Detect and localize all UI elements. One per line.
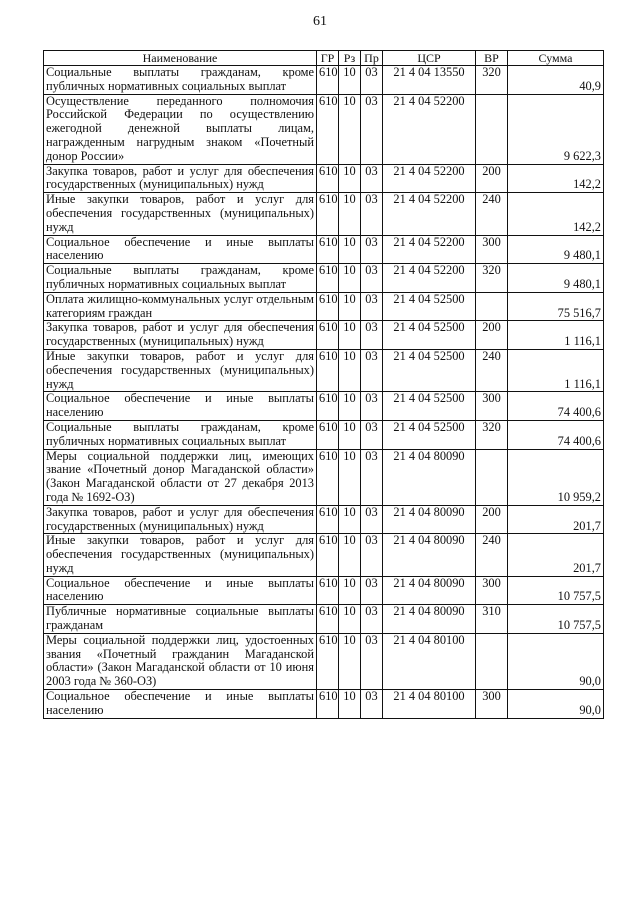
- cell-gr: 610: [317, 420, 339, 449]
- cell-csr: 21 4 04 52500: [383, 420, 476, 449]
- cell-pr: 03: [361, 534, 383, 576]
- cell-pr: 03: [361, 576, 383, 605]
- cell-csr: 21 4 04 13550: [383, 66, 476, 95]
- cell-sum: 74 400,6: [508, 420, 604, 449]
- cell-sum: 10 757,5: [508, 605, 604, 634]
- cell-pr: 03: [361, 193, 383, 235]
- cell-gr: 610: [317, 94, 339, 164]
- cell-sum: 201,7: [508, 534, 604, 576]
- cell-rz: 10: [339, 633, 361, 689]
- cell-sum: 75 516,7: [508, 292, 604, 321]
- cell-csr: 21 4 04 52500: [383, 321, 476, 350]
- cell-rz: 10: [339, 505, 361, 534]
- header-csr: ЦСР: [383, 51, 476, 66]
- cell-vr: 310: [476, 605, 508, 634]
- cell-gr: 610: [317, 534, 339, 576]
- table-row: [44, 534, 604, 576]
- cell-csr: 21 4 04 52200: [383, 193, 476, 235]
- cell-name: Закупка товаров, работ и услуг для обеспечения государственных (муниципальных) нужд: [44, 321, 317, 350]
- cell-rz: 10: [339, 292, 361, 321]
- cell-sum: 1 116,1: [508, 349, 604, 391]
- cell-csr: 21 4 04 80090: [383, 449, 476, 505]
- cell-csr: 21 4 04 80090: [383, 605, 476, 634]
- cell-pr: 03: [361, 66, 383, 95]
- cell-sum: 9 480,1: [508, 235, 604, 264]
- cell-gr: 610: [317, 292, 339, 321]
- cell-pr: 03: [361, 505, 383, 534]
- cell-sum: 1 116,1: [508, 321, 604, 350]
- cell-sum: 142,2: [508, 193, 604, 235]
- cell-name: Публичные нормативные социальные выплаты гражданам: [44, 605, 317, 634]
- header-sum: Сумма: [508, 51, 604, 66]
- header-name: Наименование: [44, 51, 317, 66]
- header-rz: Рз: [339, 51, 361, 66]
- cell-gr: 610: [317, 576, 339, 605]
- cell-gr: 610: [317, 349, 339, 391]
- header-vr: ВР: [476, 51, 508, 66]
- cell-gr: 610: [317, 633, 339, 689]
- page-number: 61: [313, 14, 327, 29]
- cell-name: Социальное обеспечение и иные выплаты населению: [44, 392, 317, 421]
- cell-pr: 03: [361, 264, 383, 293]
- cell-vr: 300: [476, 392, 508, 421]
- table-row: [44, 94, 604, 164]
- cell-rz: 10: [339, 576, 361, 605]
- cell-vr: [476, 633, 508, 689]
- cell-sum: 10 959,2: [508, 449, 604, 505]
- cell-vr: 240: [476, 534, 508, 576]
- table-row: [44, 164, 604, 193]
- table-row: [44, 349, 604, 391]
- cell-name: Закупка товаров, работ и услуг для обеспечения государственных (муниципальных) нужд: [44, 505, 317, 534]
- cell-csr: 21 4 04 52500: [383, 349, 476, 391]
- cell-rz: 10: [339, 420, 361, 449]
- cell-sum: 142,2: [508, 164, 604, 193]
- table-row: [44, 392, 604, 421]
- cell-rz: 10: [339, 94, 361, 164]
- cell-csr: 21 4 04 52200: [383, 264, 476, 293]
- cell-name: Социальное обеспечение и иные выплаты населению: [44, 690, 317, 719]
- cell-vr: [476, 94, 508, 164]
- cell-gr: 610: [317, 605, 339, 634]
- cell-gr: 610: [317, 392, 339, 421]
- cell-sum: 74 400,6: [508, 392, 604, 421]
- cell-pr: 03: [361, 349, 383, 391]
- cell-name: Социальные выплаты гражданам, кроме публичных нормативных социальных выплат: [44, 66, 317, 95]
- cell-name: Иные закупки товаров, работ и услуг для обеспечения государственных (муниципальных) нужд: [44, 534, 317, 576]
- cell-name: Закупка товаров, работ и услуг для обеспечения государственных (муниципальных) нужд: [44, 164, 317, 193]
- table-row: [44, 605, 604, 634]
- cell-rz: 10: [339, 66, 361, 95]
- cell-pr: 03: [361, 235, 383, 264]
- cell-pr: 03: [361, 633, 383, 689]
- cell-gr: 610: [317, 193, 339, 235]
- cell-vr: 240: [476, 193, 508, 235]
- cell-vr: 200: [476, 164, 508, 193]
- cell-pr: 03: [361, 292, 383, 321]
- cell-pr: 03: [361, 94, 383, 164]
- cell-sum: 40,9: [508, 66, 604, 95]
- budget-table: [43, 50, 604, 719]
- cell-name: Социальные выплаты гражданам, кроме публичных нормативных социальных выплат: [44, 264, 317, 293]
- cell-name: Меры социальной поддержки лиц, имеющих звание «Почетный донор Магаданской области» (Закон Магаданской области от 27 декабря 2013 года № 1692-ОЗ): [44, 449, 317, 505]
- cell-name: Иные закупки товаров, работ и услуг для обеспечения государственных (муниципальных) нужд: [44, 193, 317, 235]
- cell-gr: 610: [317, 235, 339, 264]
- table-row: [44, 576, 604, 605]
- table-body: [44, 66, 604, 719]
- table-row: [44, 321, 604, 350]
- cell-csr: 21 4 04 52200: [383, 94, 476, 164]
- cell-pr: 03: [361, 420, 383, 449]
- cell-pr: 03: [361, 449, 383, 505]
- cell-vr: 300: [476, 576, 508, 605]
- cell-pr: 03: [361, 605, 383, 634]
- cell-rz: 10: [339, 193, 361, 235]
- cell-rz: 10: [339, 690, 361, 719]
- cell-vr: [476, 292, 508, 321]
- cell-vr: 300: [476, 690, 508, 719]
- cell-sum: 9 622,3: [508, 94, 604, 164]
- cell-pr: 03: [361, 164, 383, 193]
- table-row: [44, 690, 604, 719]
- cell-rz: 10: [339, 164, 361, 193]
- cell-pr: 03: [361, 321, 383, 350]
- table-row: [44, 193, 604, 235]
- cell-sum: 90,0: [508, 690, 604, 719]
- cell-rz: 10: [339, 264, 361, 293]
- cell-gr: 610: [317, 66, 339, 95]
- table-row: [44, 633, 604, 689]
- cell-rz: 10: [339, 235, 361, 264]
- cell-name: Социальное обеспечение и иные выплаты населению: [44, 235, 317, 264]
- header-pr: Пр: [361, 51, 383, 66]
- cell-pr: 03: [361, 392, 383, 421]
- table-row: [44, 449, 604, 505]
- cell-rz: 10: [339, 392, 361, 421]
- cell-csr: 21 4 04 80100: [383, 690, 476, 719]
- header-gr: ГР: [317, 51, 339, 66]
- cell-vr: 320: [476, 66, 508, 95]
- cell-sum: 9 480,1: [508, 264, 604, 293]
- cell-csr: 21 4 04 52200: [383, 235, 476, 264]
- table-row: [44, 66, 604, 95]
- cell-name: Социальное обеспечение и иные выплаты населению: [44, 576, 317, 605]
- cell-sum: 90,0: [508, 633, 604, 689]
- cell-vr: 240: [476, 349, 508, 391]
- table-row: [44, 264, 604, 293]
- cell-gr: 610: [317, 164, 339, 193]
- cell-csr: 21 4 04 52500: [383, 392, 476, 421]
- cell-csr: 21 4 04 80090: [383, 534, 476, 576]
- cell-gr: 610: [317, 449, 339, 505]
- cell-gr: 610: [317, 264, 339, 293]
- cell-sum: 10 757,5: [508, 576, 604, 605]
- cell-name: Иные закупки товаров, работ и услуг для обеспечения государственных (муниципальных) нужд: [44, 349, 317, 391]
- cell-vr: 300: [476, 235, 508, 264]
- cell-rz: 10: [339, 321, 361, 350]
- cell-csr: 21 4 04 80100: [383, 633, 476, 689]
- cell-gr: 610: [317, 690, 339, 719]
- cell-name: Меры социальной поддержки лиц, удостоенных звания «Почетный гражданин Магаданской области» (Закон Магаданской области от 10 июня 2003 года № 360-ОЗ): [44, 633, 317, 689]
- table-row: [44, 420, 604, 449]
- cell-name: Социальные выплаты гражданам, кроме публичных нормативных социальных выплат: [44, 420, 317, 449]
- cell-vr: 200: [476, 321, 508, 350]
- cell-csr: 21 4 04 80090: [383, 505, 476, 534]
- cell-gr: 610: [317, 321, 339, 350]
- table-row: [44, 505, 604, 534]
- cell-vr: [476, 449, 508, 505]
- cell-pr: 03: [361, 690, 383, 719]
- cell-rz: 10: [339, 349, 361, 391]
- cell-gr: 610: [317, 505, 339, 534]
- cell-csr: 21 4 04 52200: [383, 164, 476, 193]
- cell-vr: 200: [476, 505, 508, 534]
- cell-rz: 10: [339, 534, 361, 576]
- cell-sum: 201,7: [508, 505, 604, 534]
- cell-vr: 320: [476, 264, 508, 293]
- cell-csr: 21 4 04 80090: [383, 576, 476, 605]
- table-header-row: [44, 51, 604, 66]
- cell-name: Оплата жилищно-коммунальных услуг отдельным категориям граждан: [44, 292, 317, 321]
- cell-name: Осуществление переданного полномочия Российской Федерации по осуществлению ежегодной денежной выплаты лицам, награжденным нагрудным знаком «Почетный донор России»: [44, 94, 317, 164]
- cell-vr: 320: [476, 420, 508, 449]
- cell-rz: 10: [339, 605, 361, 634]
- cell-rz: 10: [339, 449, 361, 505]
- table-row: [44, 235, 604, 264]
- table-row: [44, 292, 604, 321]
- cell-csr: 21 4 04 52500: [383, 292, 476, 321]
